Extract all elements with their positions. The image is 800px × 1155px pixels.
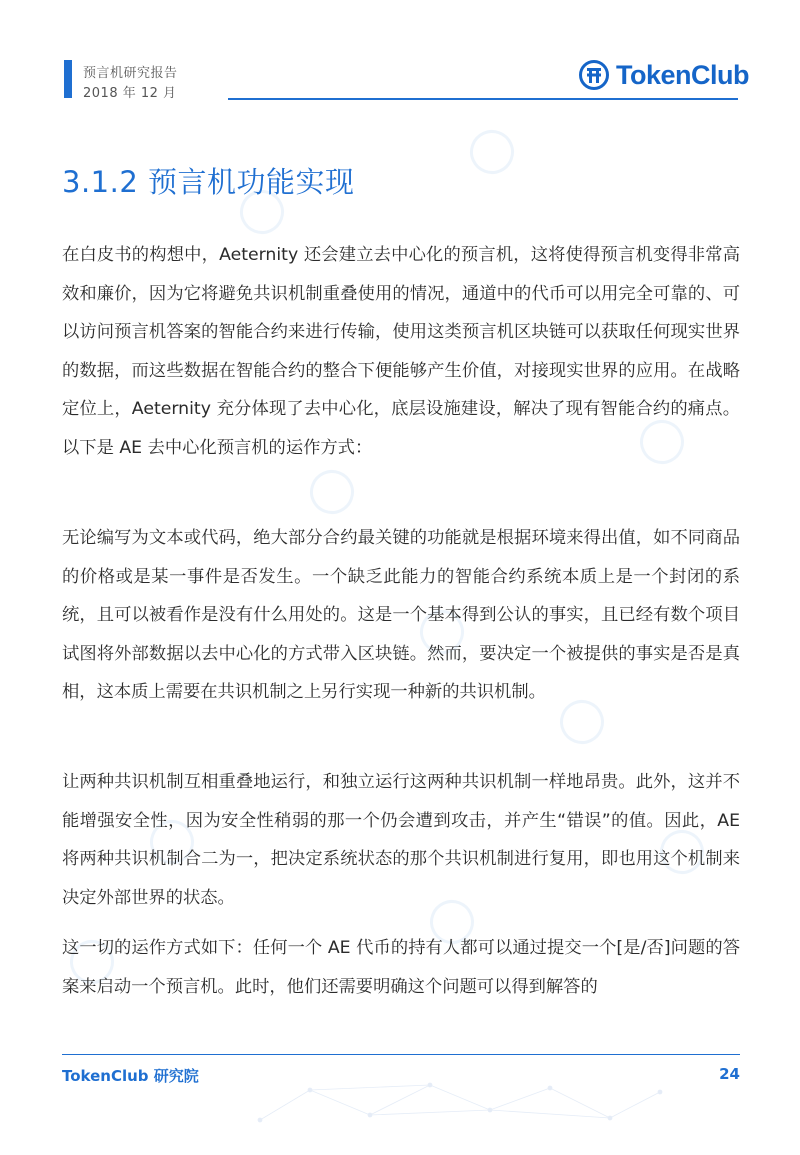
paragraph: 让两种共识机制互相重叠地运行，和独立运行这两种共识机制一样地昂贵。此外，这并不能增强安全性，因为安全性稍弱的那一个仍会遭到攻击，并产生“错误”的值。因此，AE 将两种共识机制合二为一，把决定系统状态的那个共识机制进行复用，即也用这个机制来决定外部世界的状态。 bbox=[62, 772, 740, 908]
header-accent-bar bbox=[64, 60, 72, 98]
page-number: 24 bbox=[719, 1065, 740, 1083]
watermark bbox=[463, 123, 521, 181]
report-title: 预言机研究报告 bbox=[83, 66, 178, 81]
paragraph: 无论编写为文本或代码，绝大部分合约最关键的功能就是根据环境来得出值，如不同商品的价格或是某一事件是否发生。一个缺乏此能力的智能合约系统本质上是一个封闭的系统，且可以被看作是没有什么用处的。这是一个基本得到公认的事实，且已经有数个项目试图将外部数据以去中心化的方式带入区块链。然而，要决定一个被提供的事实是否是真相，这本质上需要在共识机制之上另行实现一种新的共识机制。 bbox=[62, 528, 740, 702]
tokenclub-logo bbox=[578, 58, 749, 92]
footer-brand: TokenClub 研究院 bbox=[62, 1067, 199, 1085]
header-divider bbox=[228, 98, 738, 100]
watermark-logo-icon bbox=[303, 463, 361, 521]
tokenclub-logo-icon bbox=[578, 59, 610, 91]
watermark-logo-icon bbox=[463, 123, 521, 181]
paragraph: 在白皮书的构想中，Aeternity 还会建立去中心化的预言机，这将使得预言机变得非常高效和廉价，因为它将避免共识机制重叠使用的情况，通道中的代币可以用完全可靠的、可以访问预言机答案的智能合约来进行传输，使用这类预言机区块链可以获取任何现实世界的数据，而这些数据在智能合约的整合下便能够产生价值，对接现实世界的应用。在战略定位上，Aeternity 充分体现了去中心化，底层设施建设，解决了现有智能合约的痛点。以下是 AE 去中心化预言机的运作方式： bbox=[62, 245, 740, 458]
paragraph: 这一切的运作方式如下：任何一个 AE 代币的持有人都可以通过提交一个[是/否]问题的答案来启动一个预言机。此时，他们还需要明确这个问题可以得到解答的 bbox=[62, 938, 740, 997]
logo-text: TokenClub bbox=[616, 59, 749, 90]
watermark bbox=[303, 463, 361, 521]
footer-network-decoration bbox=[250, 1070, 670, 1140]
report-date: 2018 年 12 月 bbox=[83, 86, 177, 101]
section-title: 3.1.2 预言机功能实现 bbox=[62, 165, 355, 199]
footer-divider bbox=[62, 1054, 740, 1055]
